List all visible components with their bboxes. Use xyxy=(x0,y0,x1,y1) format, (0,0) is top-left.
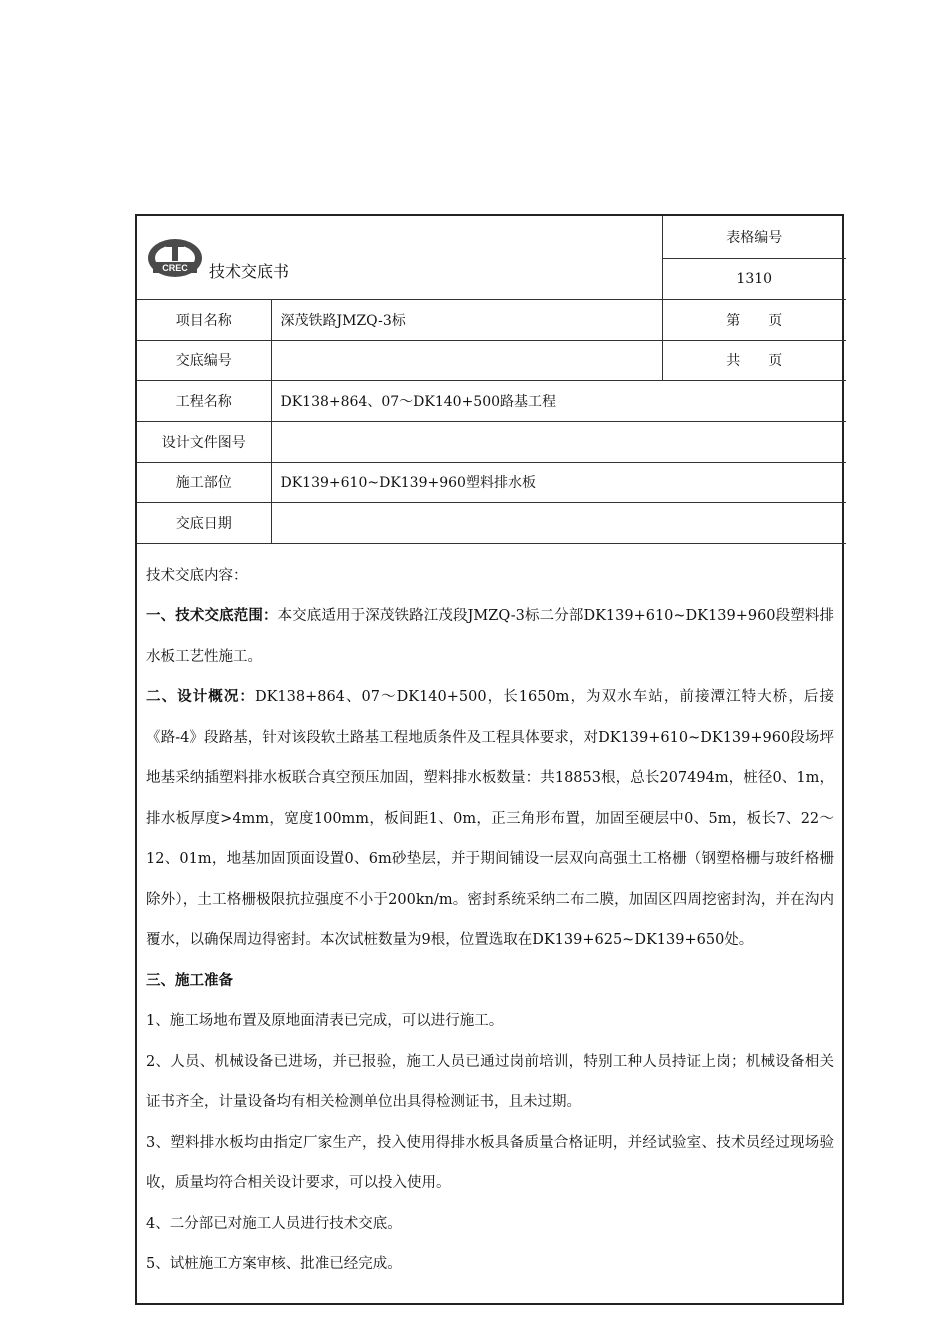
field-label-disclosure-date: 交底日期 xyxy=(137,502,271,543)
section-design-text: DK138+864、07～DK140+500，长1650m，为双水车站，前接潭江特大桥，后接《路-4》段路基，针对该段软土路基工程地质条件及工程具体要求，对DK139+610~DK139+960段场坪地基采纳插塑料排水板联合真空预压加固，塑料排水板数量：共18853根，总长207494m，桩径0、1m，排水板厚度>4mm，宽度100mm，板间距1、0m，正三角形布置，加固至硬层中0、5m，板长7、22～12、01m，地基加固顶面设置0、6m砂垫层，并于期间铺设一层双向高强土工格栅（钢塑格栅与玻纤格栅除外），土工格栅极限抗拉强度不小于200kn/m。密封系统采纳二布二膜，加固区四周挖密封沟，并在沟内覆水，以确保周边得密封。本次试桩数量为9根，位置选取在DK139+625~DK139+650处。 xyxy=(146,689,834,948)
field-label-disclosure-number: 交底编号 xyxy=(137,340,271,380)
field-value-disclosure-date xyxy=(271,502,846,543)
section-preparation xyxy=(146,961,834,1002)
section-design-heading: 二、设计概况： xyxy=(146,688,255,705)
form-number-label: 表格编号 xyxy=(662,216,846,258)
list-item: 3、塑料排水板均由指定厂家生产，投入使用得排水板具备质量合格证明，并经试验室、技术员经过现场验收，质量均符合相关设计要求，可以投入使用。 xyxy=(146,1134,834,1191)
content-intro: 技术交底内容： xyxy=(146,567,248,584)
company-logo-icon xyxy=(146,236,204,280)
list-item: 5、试桩施工方案审核、批准已经完成。 xyxy=(146,1256,402,1272)
disclosure-content xyxy=(137,544,842,1285)
field-label-construction-location: 施工部位 xyxy=(137,462,271,502)
list-item: 4、二分部已对施工人员进行技术交底。 xyxy=(146,1215,402,1232)
page-number-label: 第 页 xyxy=(662,299,846,340)
field-label-project-title: 工程名称 xyxy=(137,380,271,421)
title-cell xyxy=(137,216,662,299)
field-value-project-name: 深茂铁路JMZQ-3标 xyxy=(271,299,662,340)
field-value-project-title: DK138+864、07～DK140+500路基工程 xyxy=(271,380,846,421)
section-scope xyxy=(146,596,834,677)
field-value-construction-location: DK139+610~DK139+960塑料排水板 xyxy=(271,462,846,502)
technical-disclosure-form xyxy=(135,214,844,1305)
header-table xyxy=(137,216,846,544)
logo-text: CREC xyxy=(162,263,188,273)
field-value-drawing-number xyxy=(271,421,846,462)
section-design-overview xyxy=(146,677,834,961)
document-title: 技术交底书 xyxy=(209,262,290,281)
form-number-value: 1310 xyxy=(662,258,846,299)
section-scope-text: 本交底适用于深茂铁路江茂段JMZQ-3标二分部DK139+610~DK139+960段塑料排水板工艺性施工。 xyxy=(146,608,834,665)
section-scope-heading: 一、技术交底范围： xyxy=(146,607,278,624)
field-label-project-name: 项目名称 xyxy=(137,299,271,340)
field-value-disclosure-number xyxy=(271,340,662,380)
list-item: 1、施工场地布置及原地面清表已完成，可以进行施工。 xyxy=(146,1013,504,1029)
section-preparation-heading: 三、施工准备 xyxy=(146,971,233,989)
field-label-drawing-number: 设计文件图号 xyxy=(137,421,271,462)
total-pages-label: 共 页 xyxy=(662,340,846,380)
list-item: 2、人员、机械设备已进场，并已报验，施工人员已通过岗前培训，特别工种人员持证上岗；机械设备相关证书齐全，计量设备均有相关检测单位出具得检测证书，且未过期。 xyxy=(146,1053,834,1110)
